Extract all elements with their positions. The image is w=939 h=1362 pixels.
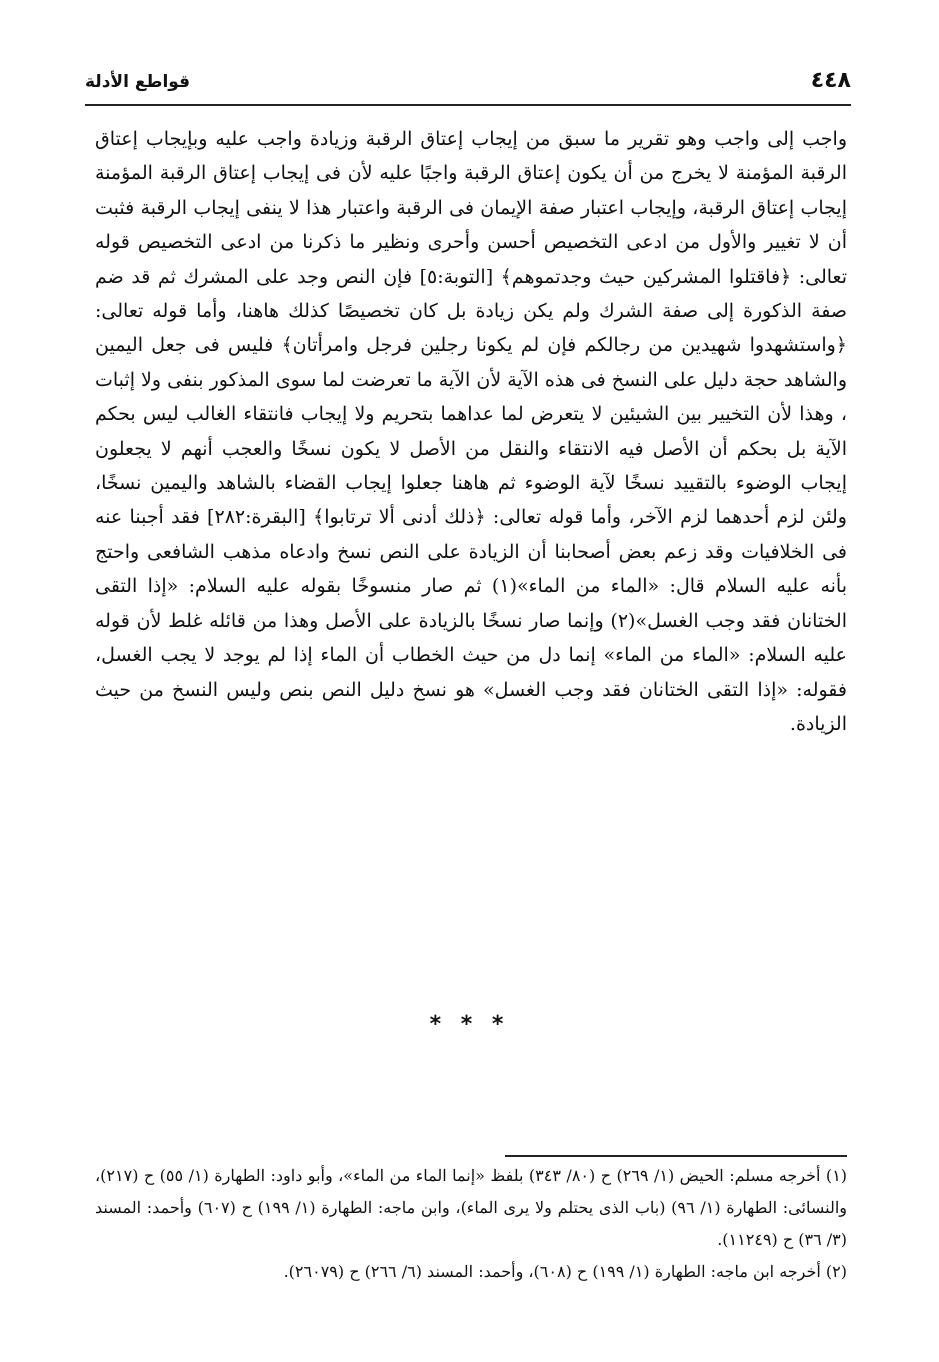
page-number: ٤٤٨	[810, 68, 851, 93]
footnote-rule	[505, 1155, 847, 1157]
section-separator: * * *	[429, 1012, 510, 1037]
main-text	[95, 122, 847, 741]
footnotes	[95, 1160, 847, 1288]
page-header	[85, 68, 851, 98]
header-rule	[85, 104, 851, 106]
footnote-2: (٢) أخرجه ابن ماجه: الطهارة (١/ ١٩٩) ح (٦٠٨)، وأحمد: المسند (٦/ ٢٦٦) ح (٢٦٠٧٩).	[283, 1262, 847, 1281]
body-paragraph: واجب إلى واجب وهو تقرير ما سبق من إيجاب إعتاق الرقبة وزيادة واجب عليه وبإيجاب إعتاق الرقبة المؤمنة لا يخرج من أن يكون إعتاق الرقبة واجبًا عليه لأن فى إيجاب إعتاق الرقبة المؤمنة إيجاب إعتاق الرقبة، وإيجاب اعتبار صفة الإيمان فى الرقبة واعتبار هذا لا ينفى إيجاب الرقبة فثبت أن لا تغيير والأول من ادعى التخصيص أحسن وأحرى ونظير ما ذكرنا من ادعى التخصيص قوله تعالى: ﴿فاقتلوا المشركين حيث وجدتموهم﴾ [التوبة:٥] فإن النص وجد على المشرك ثم قد ضم صفة الذكورة إلى صفة الشرك ولم يكن زيادة بل كان تخصيصًا كذلك هاهنا، وأما قوله تعالى: ﴿واستشهدوا شهيدين من رجالكم فإن لم يكونا رجلين فرجل وامرأتان﴾ فليس فى جعل اليمين والشاهد حجة دليل على النسخ فى هذه الآية لأن الآية ما تعرضت لما سوى المذكور بنفى ولا إثبات ، وهذا لأن التخيير بين الشيئين لا يتعرض لما عداهما بتحريم ولا إيجاب فانتقاء الغالب ليس بحكم الآية بل بحكم أن الأصل فيه الانتقاء والنقل من الأصل لا يكون نسخًا والعجب أنهم لا يجعلون إيجاب الوضوء بالتقييد نسخًا لآية الوضوء ثم هاهنا جعلوا إيجاب القضاء بالشاهد واليمين نسخًا، ولئن لزم أحدهما لزم الآخر، وأما قوله تعالى: ﴿ذلك أدنى ألا ترتابوا﴾ [البقرة:٢٨٢] فقد أجبنا عنه فى الخلافيات وقد زعم بعض أصحابنا أن الزيادة على النص نسخ وادعاه مذهب الشافعى واحتج بأنه عليه السلام قال: «الماء من الماء»(١) ثم صار منسوخًا بقوله عليه السلام: «إذا التقى الختانان فقد وجب الغسل»(٢) وإنما صار نسخًا بالزيادة على الأصل وهذا من قائله غلط لأن قوله عليه السلام: «الماء من الماء» إنما دل من حيث الخطاب أن الماء إذا لم يوجد لا يجب الغسل، فقوله: «إذا التقى الختانان فقد وجب الغسل» هو نسخ دليل النص بنص وليس النسخ من حيث الزيادة.	[95, 128, 847, 735]
running-title: قواطع الأدلة	[85, 72, 191, 92]
footnote-1: (١) أخرجه مسلم: الحيض (١/ ٢٦٩) ح (٨٠/ ٣٤٣) بلفظ «إنما الماء من الماء»، وأبو داود: الطهارة (١/ ٥٥) ح (٢١٧)، والنسائى: الطهارة (١/ ٩٦) (باب الذى يحتلم ولا يرى الماء)، وابن ماجه: الطهارة (١/ ١٩٩) ح (٦٠٧) وأحمد: المسند (٣/ ٣٦) ح (١١٢٤٩).	[95, 1166, 848, 1249]
